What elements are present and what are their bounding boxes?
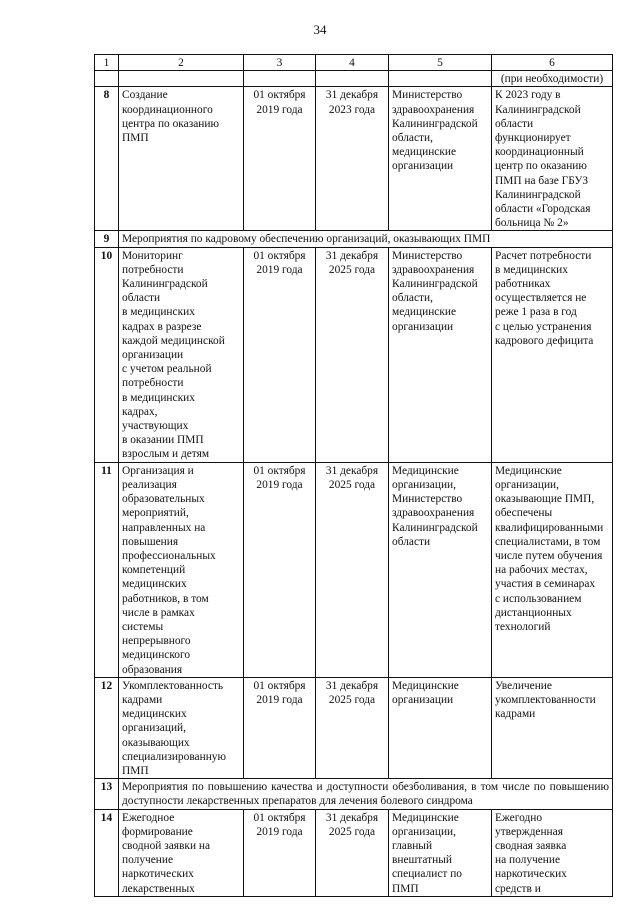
row-number: 14 <box>95 809 119 896</box>
start-date: 01 октября 2019 года <box>244 677 316 778</box>
table-row <box>95 247 613 462</box>
responsible-executor: Медицинские организации <box>389 677 492 778</box>
column-number: 6 <box>492 55 613 71</box>
responsible-executor: Министерство здравоохранения Калининградской области, медицинские организации <box>389 87 492 231</box>
responsible-executor: Медицинские организации, главный внештатный специалист по ПМП <box>389 809 492 896</box>
row-number: 9 <box>95 231 119 247</box>
activity-name: Укомплектованность кадрами медицинских организаций, оказывающих специализированную ПМП <box>119 677 244 778</box>
activity-name: Организация и реализация образовательных мероприятий, направленных на повышения профессиональных компетенций медицинских работников, в том числе в рамках системы непрерывного медицинского образования <box>119 462 244 677</box>
expected-result: К 2023 году в Калининградской области функционирует координационный центр по оказанию ПМП на базе ГБУЗ Калининградской области «Городская больница № 2» <box>492 87 613 231</box>
responsible-executor: Министерство здравоохранения Калининградской области, медицинские организации <box>389 247 492 462</box>
activities-table <box>94 54 613 897</box>
column-number: 4 <box>316 55 389 71</box>
expected-result: Увеличение укомплектованности кадрами <box>492 677 613 778</box>
section-heading: Мероприятия по кадровому обеспечению организаций, оказывающих ПМП <box>119 231 613 247</box>
responsible-executor: Медицинские организации, Министерство здравоохранения Калининградской области <box>389 462 492 677</box>
end-date: 31 декабря 2025 года <box>316 677 389 778</box>
table-row <box>95 462 613 677</box>
start-date: 01 октября 2019 года <box>244 247 316 462</box>
activity-name: Ежегодное формирование сводной заявки на получение наркотических лекарственных <box>119 809 244 896</box>
row-number: 11 <box>95 462 119 677</box>
expected-result: Ежегодно утвержденная сводная заявка на получение наркотических средств и <box>492 809 613 896</box>
table-row <box>95 87 613 231</box>
table-row <box>95 677 613 778</box>
expected-result: Медицинские организации, оказывающие ПМП, обеспечены квалифицированными специалистами, в том числе путем обучения на рабочих местах, участия в семинарах с использованием дистанционных технологий <box>492 462 613 677</box>
activity-name: Создание координационного центра по оказанию ПМП <box>119 87 244 231</box>
row-number: 10 <box>95 247 119 462</box>
start-date: 01 октября 2019 года <box>244 87 316 231</box>
column-number-row <box>95 55 613 71</box>
section-row <box>95 779 613 809</box>
end-date: 31 декабря 2025 года <box>316 809 389 896</box>
column-number: 3 <box>244 55 316 71</box>
expected-result: Расчет потребности в медицинских работниках осуществляется не реже 1 раза в год с целью устранения кадрового дефицита <box>492 247 613 462</box>
page-number: 34 <box>313 22 327 37</box>
continuation-note: (при необходимости) <box>492 71 613 87</box>
start-date: 01 октября 2019 года <box>244 462 316 677</box>
column-number: 2 <box>119 55 244 71</box>
continuation-row <box>95 71 613 87</box>
end-date: 31 декабря 2023 года <box>316 87 389 231</box>
start-date: 01 октября 2019 года <box>244 809 316 896</box>
row-number: 13 <box>95 779 119 809</box>
section-heading: Мероприятия по повышению качества и доступности обезболивания, в том числе по повышению доступности лекарственных препаратов для лечения болевого синдрома <box>119 779 613 809</box>
row-number: 12 <box>95 677 119 778</box>
column-number: 1 <box>95 55 119 71</box>
section-row <box>95 231 613 247</box>
table-row <box>95 809 613 896</box>
row-number: 8 <box>95 87 119 231</box>
end-date: 31 декабря 2025 года <box>316 247 389 462</box>
activity-name: Мониторинг потребности Калининградской области в медицинских кадрах в разрезе каждой медицинской организации с учетом реальной потребности в медицинских кадрах, участвующих в оказании ПМП взрослым и детям <box>119 247 244 462</box>
column-number: 5 <box>389 55 492 71</box>
end-date: 31 декабря 2025 года <box>316 462 389 677</box>
